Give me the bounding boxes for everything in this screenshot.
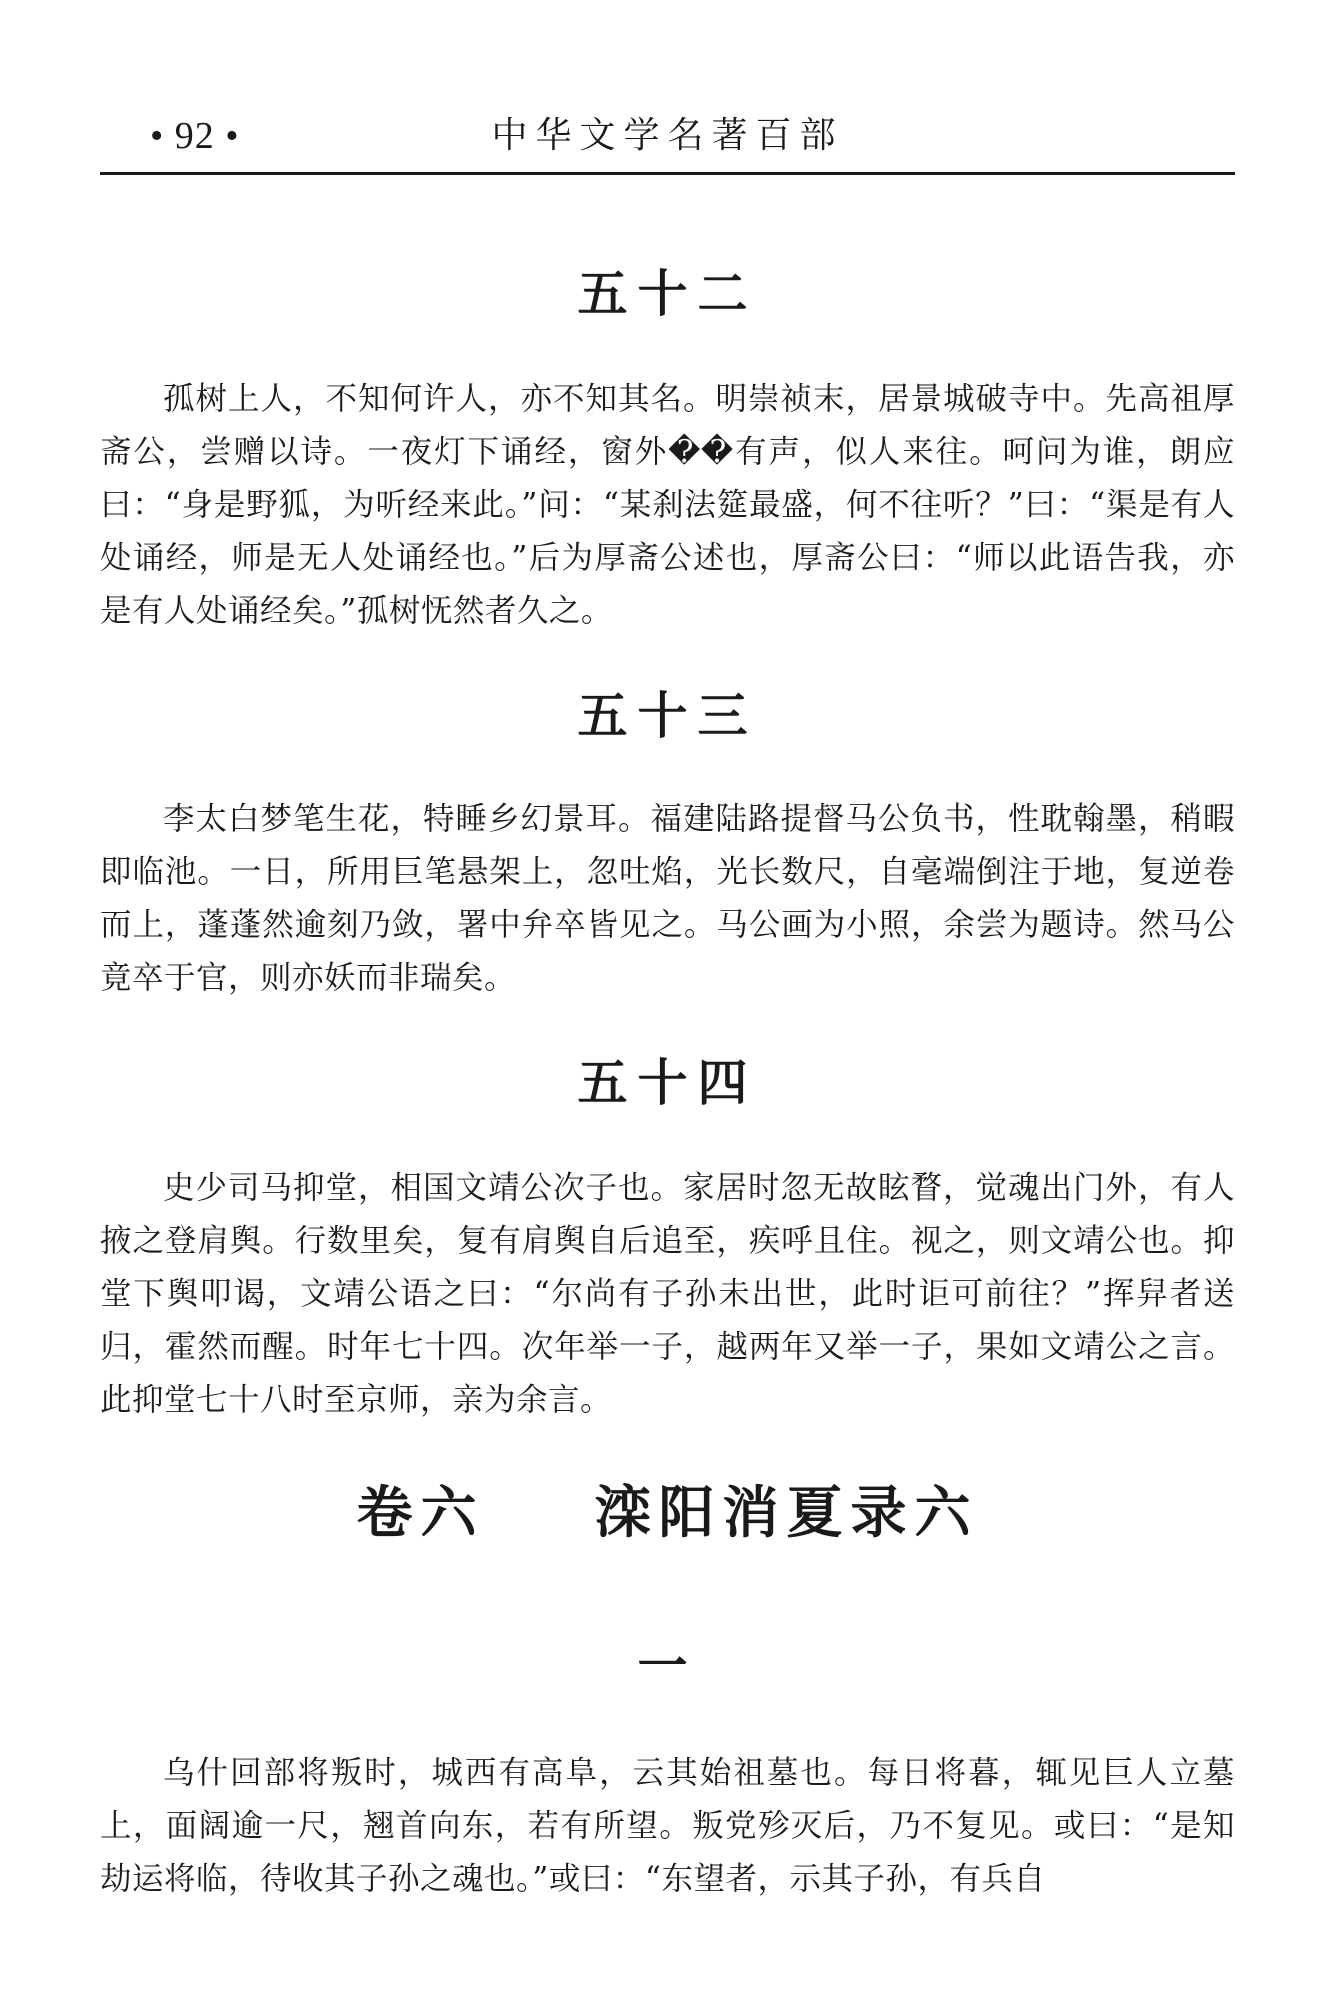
- running-header: [100, 108, 1235, 175]
- section-text-53: 李太白梦笔生花，特睡乡幻景耳。福建陆路提督马公负书，性耽翰墨，稍暇即临池。一日，所用巨笔悬架上，忽吐焰，光长数尺，自毫端倒注于地，复逆卷而上，蓬蓬然逾刻乃敛，署中弁卒皆见之。马公画为小照，余尝为题诗。然马公竟卒于官，则亦妖而非瑞矣。: [100, 801, 1235, 996]
- section-heading-1: 一: [637, 1637, 698, 1695]
- book-page: [100, 0, 1235, 1997]
- volume-title: 卷六 滦阳消夏录六: [356, 1481, 979, 1546]
- section-text-1: 乌什回部将叛时，城西有高阜，云其始祖墓也。每日将暮，辄见巨人立墓上，面阔逾一尺，翘首向东，若有所望。叛党殄灭后，乃不复见。或曰：“是知劫运将临，待收其子孙之魂也。”或曰：“东望者，示其子孙，有兵自: [100, 1755, 1235, 1897]
- book-title: 中华文学名著百部: [491, 115, 844, 156]
- section-text-52: 孤树上人，不知何许人，亦不知其名。明崇祯末，居景城破寺中。先高祖厚斋公，尝赠以诗。一夜灯下诵经，窗外��有声，似人来往。呵问为谁，朗应曰：“身是野狐，为听经来此。”问：“某刹法筵最盛，何不往听？”曰：“渠是有人处诵经，师是无人处诵经也。”后为厚斋公述也，厚斋公曰：“师以此语告我，亦是有人处诵经矣。”孤树怃然者久之。: [100, 381, 1235, 629]
- section-heading-52: 五十二: [577, 265, 758, 323]
- section-text-54: 史少司马抑堂，相国文靖公次子也。家居时忽无故眩瞀，觉魂出门外，有人掖之登肩舆。行数里矣，复有肩舆自后追至，疾呼且住。视之，则文靖公也。抑堂下舆叩谒，文靖公语之曰：“尔尚有子孙未出世，此时讵可前往？”挥舁者送归，霍然而醒。时年七十四。次年举一子，越两年又举一子，果如文靖公之言。此抑堂七十八时至京师，亲为余言。: [100, 1170, 1235, 1418]
- section-heading-53: 五十三: [577, 687, 758, 745]
- section-heading-54: 五十四: [577, 1054, 758, 1112]
- page-number: • 92 •: [150, 115, 240, 157]
